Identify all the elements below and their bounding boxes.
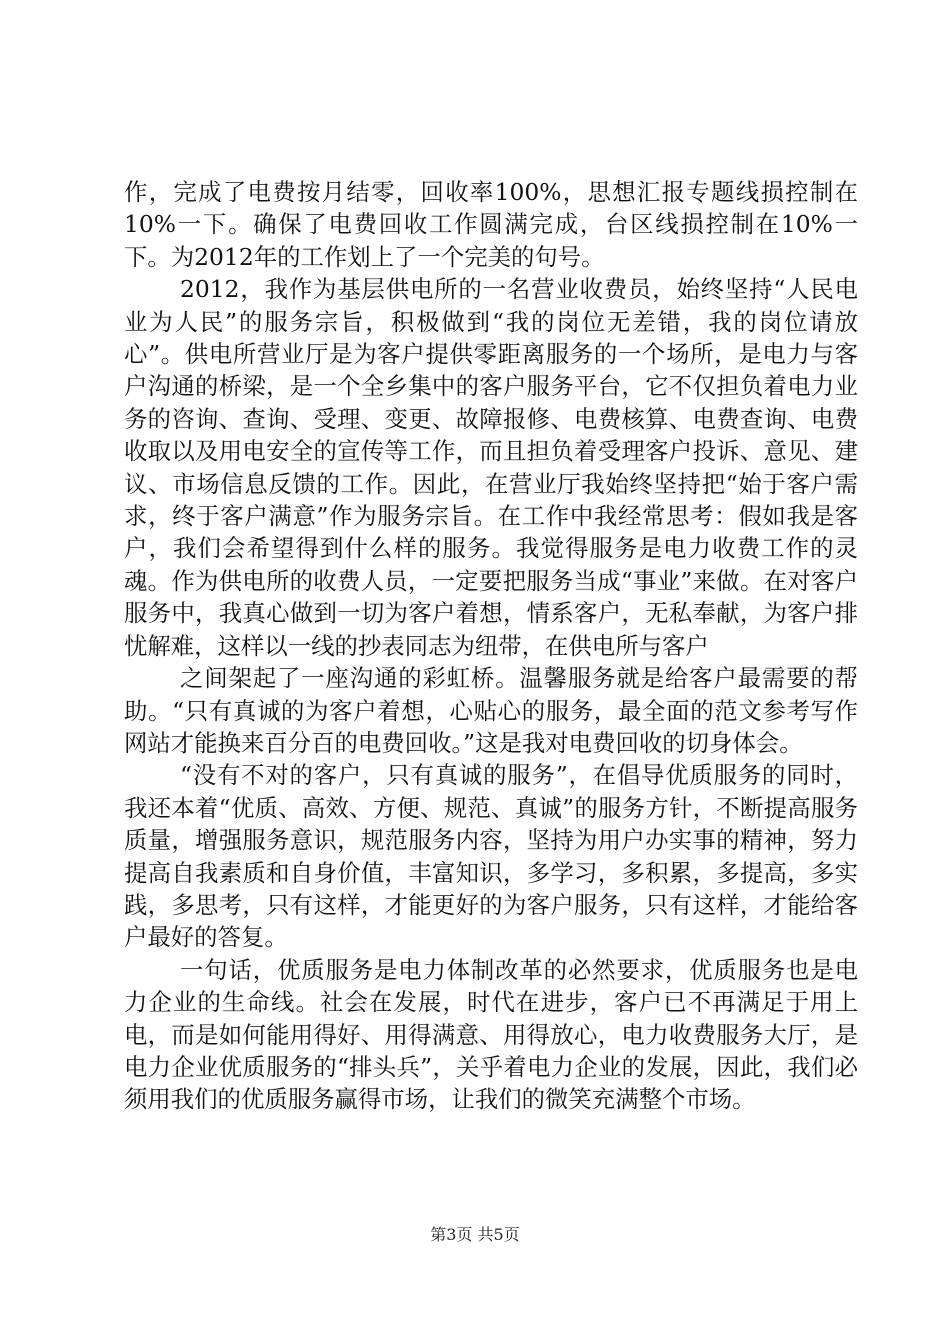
- paragraph-5: 一句话，优质服务是电力体制改革的必然要求，优质服务也是电力企业的生命线。社会在发展，时代在进步，客户已不再满足于用上电，而是如何能用得好、用得满意、用得放心，电力收费服务大厅，是电力企业优质服务的“排头兵”，关乎着电力企业的发展，因此，我们必须用我们的优质服务赢得市场，让我们的微笑充满整个市场。: [124, 955, 858, 1114]
- paragraph-4: “没有不对的客户，只有真诚的服务”，在倡导优质服务的同时，我还本着“优质、高效、方便、规范、真诚”的服务方针，不断提高服务质量，增强服务意识，规范服务内容，坚持为用户办实事的精神，努力提高自我素质和自身价值，丰富知识，多学习，多积累，多提高，多实践，多思考，只有这样，才能更好的为客户服务，只有这样，才能给客户最好的答复。: [124, 761, 858, 952]
- page-number-footer: 第3页 共5页: [430, 1225, 520, 1244]
- document-body: [124, 176, 858, 1116]
- paragraph-3: 之间架起了一座沟通的彩虹桥。温馨服务就是给客户最需要的帮助。“只有真诚的为客户着想，心贴心的服务，最全面的范文参考写作网站才能换来百分百的电费回收。”这是我对电费回收的切身体会。: [124, 664, 858, 757]
- paragraph-1: 作，完成了电费按月结零，回收率100%，思想汇报专题线损控制在10%一下。确保了电费回收工作圆满完成，台区线损控制在10%一下。为2012年的工作划上了一个完美的句号。: [124, 178, 858, 271]
- paragraph-2: 2012，我作为基层供电所的一名营业收费员，始终坚持“人民电业为人民”的服务宗旨，积极做到“我的岗位无差错，我的岗位请放心”。供电所营业厅是为客户提供零距离服务的一个场所，是电力与客户沟通的桥梁，是一个全乡集中的客户服务平台，它不仅担负着电力业务的咨询、查询、受理、变更、故障报修、电费核算、电费查询、电费收取以及用电安全的宣传等工作，而且担负着受理客户投诉、意见、建议、市场信息反馈的工作。因此，在营业厅我始终坚持把“始于客户需求，终于客户满意”作为服务宗旨。在工作中我经常思考：假如我是客户，我们会希望得到什么样的服务。我觉得服务是电力收费工作的灵魂。作为供电所的收费人员，一定要把服务当成“事业”来做。在对客户服务中，我真心做到一切为客户着想，情系客户，无私奉献，为客户排忧解难，这样以一线的抄表同志为纽带，在供电所与客户: [124, 275, 858, 660]
